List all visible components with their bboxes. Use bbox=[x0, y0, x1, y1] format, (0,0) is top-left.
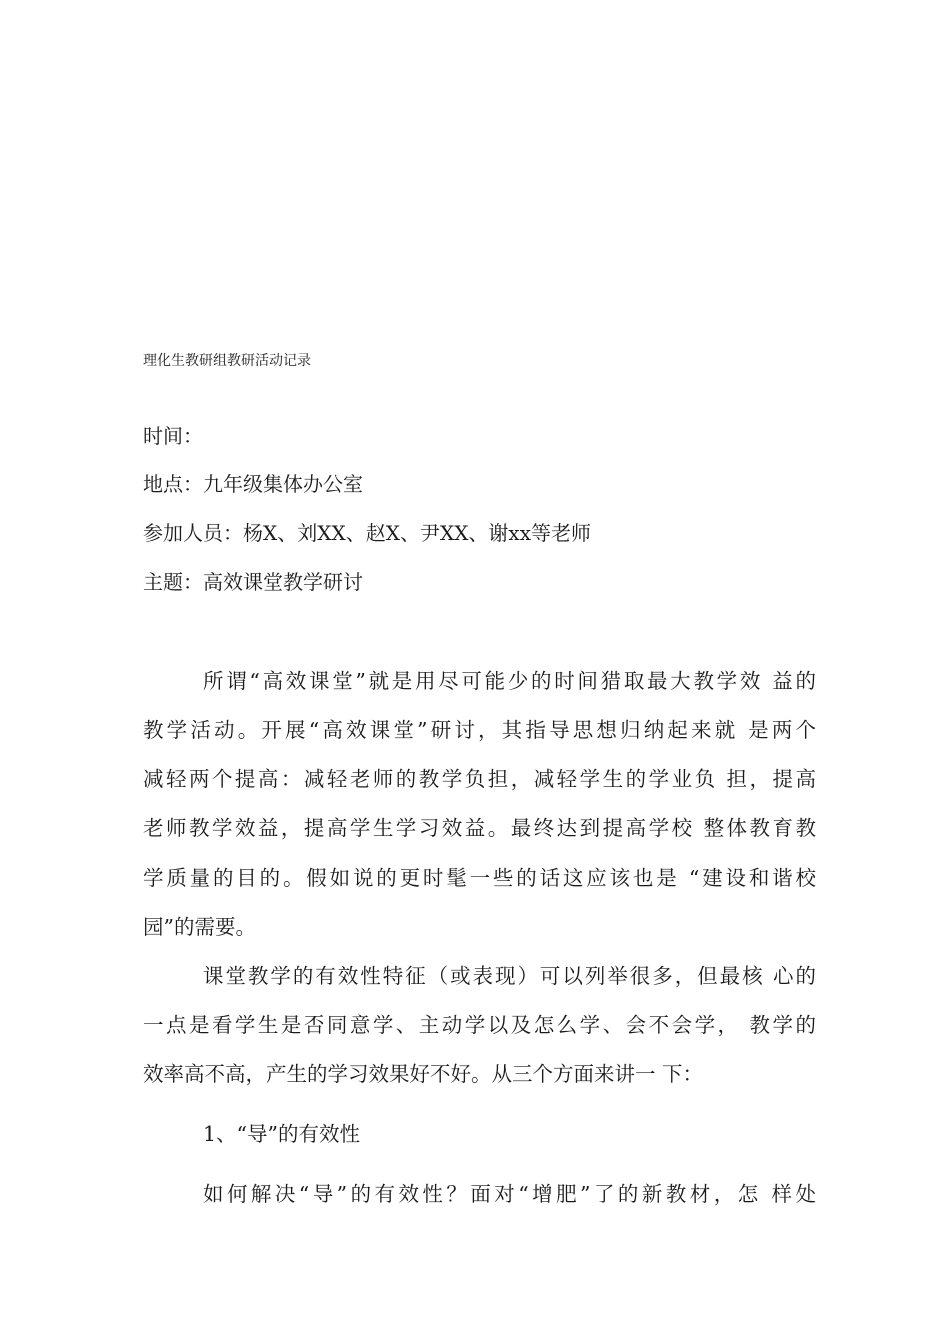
paragraph-1-line: 所谓“高效课堂”就是用尽可能少的时间猎取最大教学效 益的 bbox=[203, 669, 816, 693]
paragraph-2-line: 一点是看学生是否同意学、主动学以及怎么学、会不会学， 教学的 bbox=[143, 1013, 816, 1037]
paragraph-3-line: 如何解决“导”的有效性？面对“增肥”了的新教材，怎 样处 bbox=[203, 1182, 816, 1206]
paragraph-1-line: 减轻两个提高：减轻老师的教学负担，减轻学生的学业负 担，提高 bbox=[143, 767, 816, 791]
meta-participants: 参加人员：杨X、刘XX、赵X、尹XX、谢xx等老师 bbox=[143, 521, 591, 545]
paragraph-2-line: 效率高不高，产生的学习效果好不好。从三个方面来讲一 下： bbox=[143, 1062, 704, 1086]
paragraph-1-line: 学质量的目的。假如说的更时髦一些的话这应该也是 “建设和谐校 bbox=[143, 866, 816, 890]
meta-topic: 主题：高效课堂教学研讨 bbox=[143, 570, 363, 594]
section-heading: 1、“导”的有效性 bbox=[203, 1122, 361, 1146]
paragraph-1-line: 老师教学效益，提高学生学习效益。最终达到提高学校 整体教育教 bbox=[143, 816, 816, 840]
paragraph-1-line: 教学活动。开展“高效课堂”研讨，其指导思想归纳起来就 是两个 bbox=[143, 718, 816, 742]
meta-time: 时间： bbox=[143, 424, 203, 448]
document-title: 理化生教研组教研活动记录 bbox=[143, 353, 311, 369]
paragraph-1-line: 园”的需要。 bbox=[143, 915, 256, 939]
paragraph-2-line: 课堂教学的有效性特征（或表现）可以列举很多，但最核 心的 bbox=[203, 964, 816, 988]
meta-place: 地点：九年级集体办公室 bbox=[143, 472, 363, 496]
